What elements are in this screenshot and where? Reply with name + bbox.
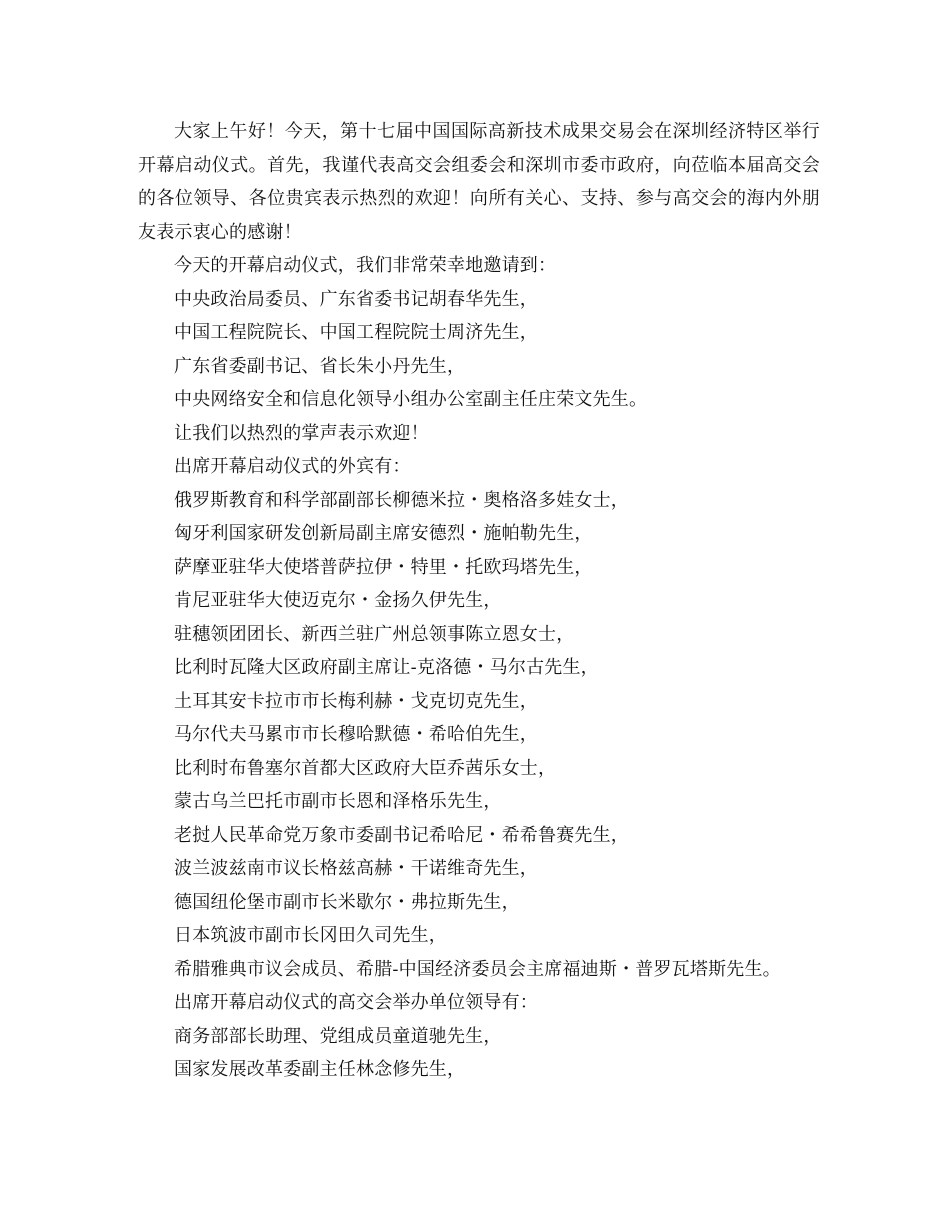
text-line: 比利时瓦隆大区政府副主席让-克洛德・马尔古先生， xyxy=(174,657,599,678)
text-line: 出席开幕启动仪式的外宾有： xyxy=(174,456,411,477)
text-line: 波兰波兹南市议长格兹高赫・干诺维奇先生， xyxy=(174,858,538,879)
text-line: 肯尼亚驻华大使迈克尔・金扬久伊先生， xyxy=(174,590,502,611)
document-page xyxy=(138,115,820,1087)
text-line: 俄罗斯教育和科学部副部长柳德米拉・奥格洛多娃女士， xyxy=(174,489,629,511)
text-line: 商务部部长助理、党组成员童道驰先生， xyxy=(174,1025,502,1047)
text-line: 希腊雅典市议会成员、希腊-中国经济委员会主席福迪斯・普罗瓦塔斯先生。 xyxy=(174,958,781,980)
text-line: 驻穗领团团长、新西兰驻广州总领事陈立恩女士， xyxy=(174,623,575,645)
text-line: 德国纽伦堡市副市长米歇尔・弗拉斯先生， xyxy=(174,891,520,913)
text-line: 今天的开幕启动仪式，我们非常荣幸地邀请到： xyxy=(174,255,557,276)
text-line: 萨摩亚驻华大使塔普萨拉伊・特里・托欧玛塔先生， xyxy=(174,556,593,578)
text-line: 让我们以热烈的掌声表示欢迎！ xyxy=(174,422,429,444)
text-line: 国家发展改革委副主任林念修先生， xyxy=(174,1059,466,1080)
text-line: 比利时布鲁塞尔首都大区政府大臣乔茜乐女士， xyxy=(174,757,557,779)
text-line: 广东省委副书记、省长朱小丹先生， xyxy=(174,355,466,377)
text-line: 中国工程院院长、中国工程院院士周济先生， xyxy=(174,322,538,343)
text-line: 匈牙利国家研发创新局副主席安德烈・施帕勒先生， xyxy=(174,523,593,544)
text-line: 出席开幕启动仪式的高交会举办单位领导有： xyxy=(174,992,538,1013)
text-line: 日本筑波市副市长冈田久司先生， xyxy=(174,925,447,946)
text-line: 马尔代夫马累市市长穆哈默德・希哈伯先生， xyxy=(174,724,538,745)
text-line: 土耳其安卡拉市市长梅利赫・戈克切克先生， xyxy=(174,690,538,712)
text-line: 中央网络安全和信息化领导小组办公室副主任庄荣文先生。 xyxy=(174,389,648,410)
text-line: 蒙古乌兰巴托市副市长恩和泽格乐先生， xyxy=(174,791,502,812)
text-line: 老挝人民革命党万象市委副书记希哈尼・希希鲁赛先生， xyxy=(174,824,629,846)
intro-paragraph: 大家上午好！今天，第十七届中国国际高新技术成果交易会在深圳经济特区举行开幕启动仪式。首先，我谨代表高交会组委会和深圳市委市政府，向莅临本届高交会的各位领导、各位贵宾表示热烈的欢迎！向所有关心、支持、参与高交会的海内外朋友表示衷心的感谢！ xyxy=(138,121,820,243)
text-line: 中央政治局委员、广东省委书记胡春华先生， xyxy=(174,288,538,310)
